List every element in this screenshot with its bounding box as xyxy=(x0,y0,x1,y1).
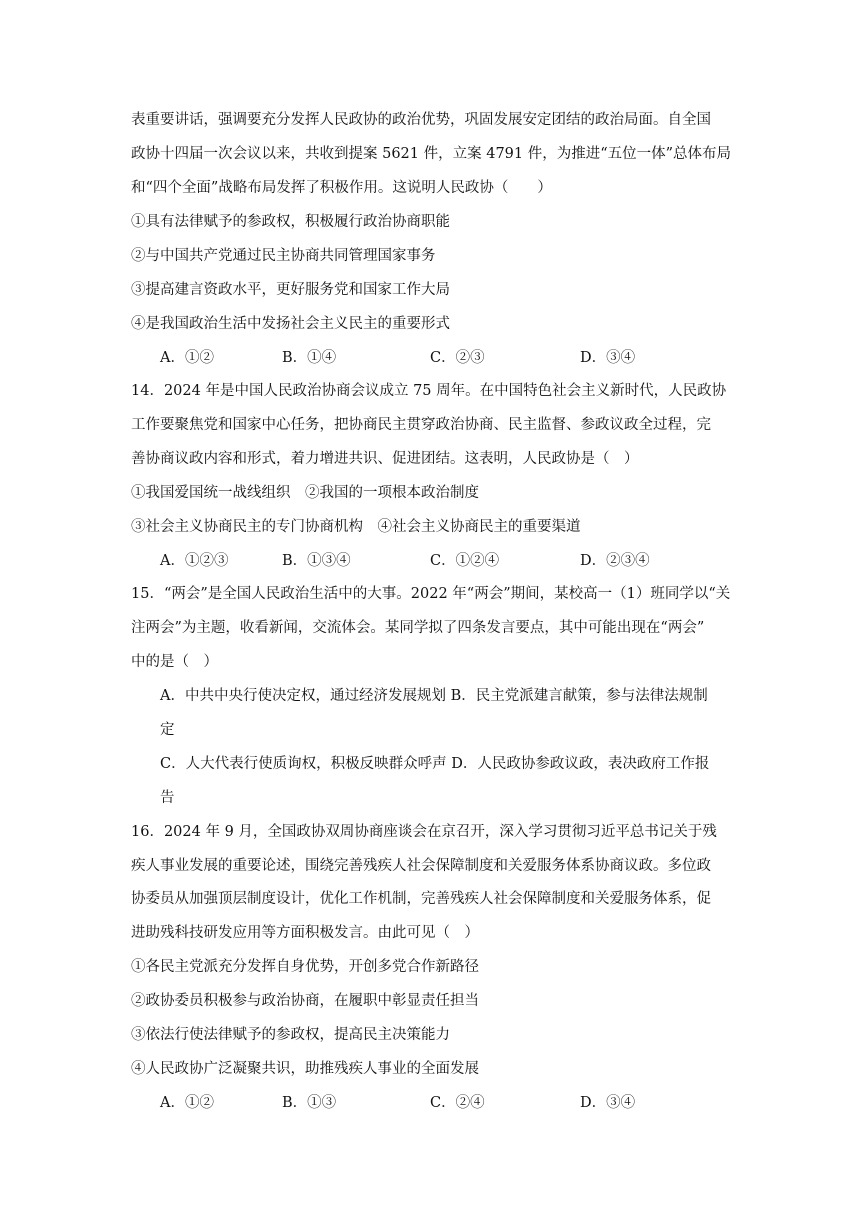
q14-option-b: B．①③④ xyxy=(282,553,351,569)
q16-option-b: B．①③ xyxy=(282,1095,337,1111)
q13-item-4: ④是我国政治生活中发扬社会主义民主的重要形式 xyxy=(131,316,450,332)
q15-options-line-2: 定 xyxy=(160,722,175,738)
q16-stem-line-3: 协委员从加强顶层制度设计，优化工作机制，完善残疾人社会保障制度和关爱服务体系，促 xyxy=(131,891,711,907)
q16-item-4: ④人民政协广泛凝聚共识，助推残疾人事业的全面发展 xyxy=(131,1061,479,1077)
q13-option-b: B．①④ xyxy=(282,350,337,366)
q14-stem-line-3: 善协商议政内容和形式，着力增进共识、促进团结。这表明，人民政协是（ ） xyxy=(131,451,639,467)
q13-stem-line-1: 表重要讲话，强调要充分发挥人民政协的政治优势，巩固发展安定团结的政治局面。自全国 xyxy=(131,112,711,128)
q15-options-line-4: 告 xyxy=(160,790,175,806)
q15-options-line-3: C．人大代表行使质询权，积极反映群众呼声 D．人民政协参政议政，表决政府工作报 xyxy=(160,756,710,772)
q15-options-line-1: A．中共中央行使决定权，通过经济发展规划 B．民主党派建言献策，参与法律法规制 xyxy=(160,688,708,704)
q16-item-3: ③依法行使法律赋予的参政权，提高民主决策能力 xyxy=(131,1027,450,1043)
q13-stem-line-2: 政协十四届一次会议以来，共收到提案 5621 件，立案 4791 件，为推进“五位一体”总体布局 xyxy=(131,146,732,162)
q15-stem-line-1: 15．“两会”是全国人民政治生活中的大事。2022 年“两会”期间，某校高一（1）班同学以“关 xyxy=(131,586,731,602)
q14-option-a: A．①②③ xyxy=(160,553,229,569)
q13-stem-line-3: 和“四个全面”战略布局发挥了积极作用。这说明人民政协（ ） xyxy=(131,180,552,196)
q16-option-c: C．②④ xyxy=(430,1095,485,1111)
q16-stem-line-4: 进助残科技研发应用等方面积极发言。由此可见（ ） xyxy=(131,925,479,941)
q13-option-c: C．②③ xyxy=(430,350,485,366)
q14-option-d: D．②③④ xyxy=(580,553,650,569)
q13-item-3: ③提高建言资政水平，更好服务党和国家工作大局 xyxy=(131,282,450,298)
q16-option-d: D．③④ xyxy=(580,1095,636,1111)
q15-stem-line-3: 中的是（ ） xyxy=(131,654,218,670)
q16-stem-line-2: 疾人事业发展的重要论述，围绕完善残疾人社会保障制度和关爱服务体系协商议政。多位政 xyxy=(131,858,711,874)
q14-items-line-1: ①我国爱国统一战线组织 ②我国的一项根本政治制度 xyxy=(131,485,479,501)
q16-item-1: ①各民主党派充分发挥自身优势，开创多党合作新路径 xyxy=(131,959,479,975)
q14-stem-line-2: 工作要聚焦党和国家中心任务，把协商民主贯穿政治协商、民主监督、参政议政全过程，完 xyxy=(131,417,711,433)
q15-stem-line-2: 注两会”为主题，收看新闻，交流体会。某同学拟了四条发言要点，其中可能出现在“两会” xyxy=(131,620,705,636)
q13-option-d: D．③④ xyxy=(580,350,636,366)
q14-stem-line-1: 14．2024 年是中国人民政治协商会议成立 75 周年。在中国特色社会主义新时代，人民政协 xyxy=(131,383,727,399)
q14-items-line-2: ③社会主义协商民主的专门协商机构 ④社会主义协商民主的重要渠道 xyxy=(131,519,581,535)
q16-item-2: ②政协委员积极参与政治协商，在履职中彰显责任担当 xyxy=(131,993,479,1009)
q13-item-1: ①具有法律赋予的参政权，积极履行政治协商职能 xyxy=(131,214,450,230)
q16-stem-line-1: 16．2024 年 9 月，全国政协双周协商座谈会在京召开，深入学习贯彻习近平总书记关于残 xyxy=(131,824,717,840)
q13-item-2: ②与中国共产党通过民主协商共同管理国家事务 xyxy=(131,248,436,264)
q16-option-a: A．①② xyxy=(160,1095,214,1111)
q13-option-a: A．①② xyxy=(160,350,214,366)
q14-option-c: C．①②④ xyxy=(430,553,500,569)
